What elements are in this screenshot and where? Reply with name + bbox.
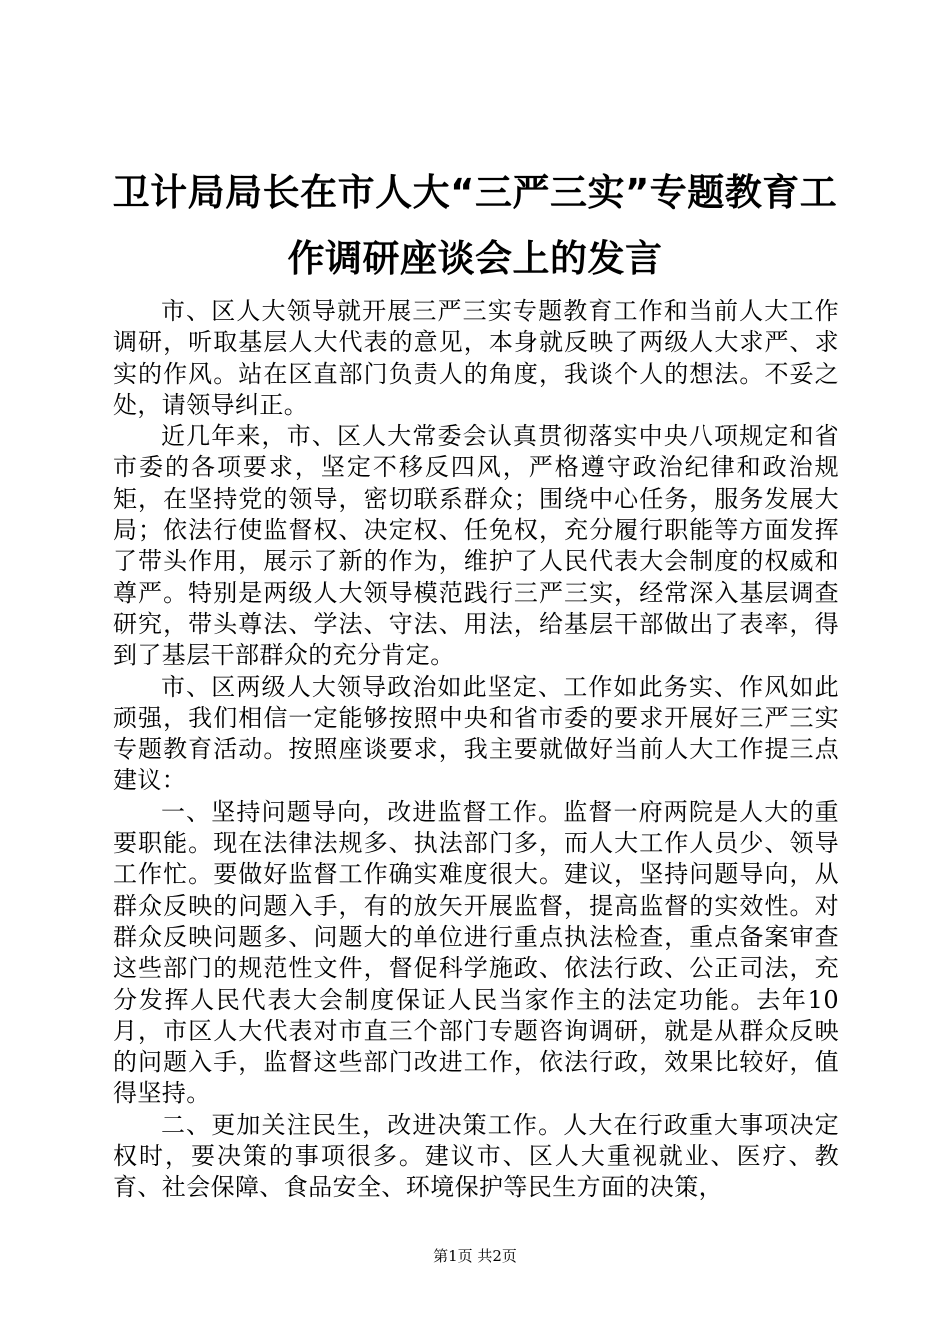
paragraph-intro: 市、区人大领导就开展三严三实专题教育工作和当前人大工作调研，听取基层人大代表的意见，本身就反映了两级人大求严、求实的作风。站在区直部门负责人的角度，我谈个人的想法。不妥之处，请领导纠正。 — [113, 297, 839, 419]
paragraph-suggestions-intro: 市、区两级人大领导政治如此坚定、工作如此务实、作风如此顽强，我们相信一定能够按照中央和省市委的要求开展好三严三实专题教育活动。按照座谈要求，我主要就做好当前人大工作提三点建议： — [113, 672, 839, 795]
document-title: 卫计局局长在市人大“三严三实”专题教育工作调研座谈会上的发言 — [112, 171, 838, 280]
paragraph-suggestion-two: 二、更加关注民生，改进决策工作。人大在行政重大事项决定权时，要决策的事项很多。建议市、区人大重视就业、医疗、教育、社会保障、食品安全、环境保护等民生方面的决策， — [113, 1110, 839, 1202]
paragraph-suggestion-one: 一、坚持问题导向，改进监督工作。监督一府两院是人大的重要职能。现在法律法规多、执法部门多，而人大工作人员少、领导工作忙。要做好监督工作确实难度很大。建议，坚持问题导向，从群众反映的问题入手，有的放矢开展监督，提高监督的实效性。对群众反映问题多、问题大的单位进行重点执法检查，重点备案审查这些部门的规范性文件，督促科学施政、依法行政、公正司法，充分发挥人民代表大会制度保证人民当家作主的法定功能。去年10月，市区人大代表对市直三个部门专题咨询调研，就是从群众反映的问题入手，监督这些部门改进工作，依法行政，效果比较好，值得坚持。 — [113, 797, 839, 1108]
page-footer: 第1页 共2页 — [433, 1247, 517, 1265]
document-body — [113, 296, 839, 1204]
paragraph-review: 近几年来，市、区人大常委会认真贯彻落实中央八项规定和省市委的各项要求，坚定不移反四风，严格遵守政治纪律和政治规矩，在坚持党的领导，密切联系群众；围绕中心任务，服务发展大局；依法行使监督权、决定权、任免权，充分履行职能等方面发挥了带头作用，展示了新的作为，维护了人民代表大会制度的权威和尊严。特别是两级人大领导模范践行三严三实，经常深入基层调查研究，带头尊法、学法、守法、用法，给基层干部做出了表率，得到了基层干部群众的充分肯定。 — [113, 422, 839, 670]
